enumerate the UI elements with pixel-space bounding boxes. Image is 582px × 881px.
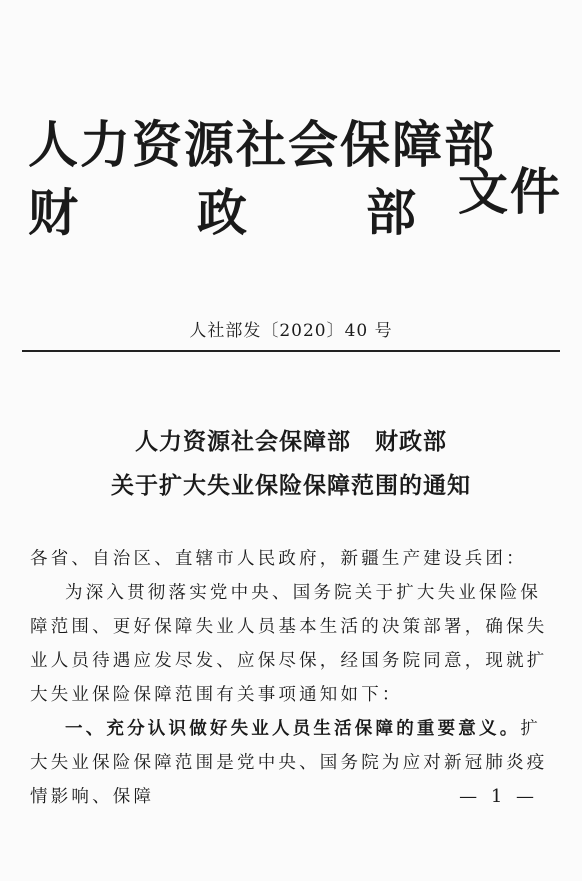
issuing-org-2-char: 财 xyxy=(28,183,80,242)
document-body xyxy=(30,542,552,814)
page-number: — 1 — xyxy=(459,786,538,807)
issuing-org-1: 人力资源社会保障部 xyxy=(28,115,496,174)
document-type-word: 文件 xyxy=(458,162,562,221)
document-header xyxy=(28,110,568,260)
addressee: 各省、自治区、直辖市人民政府，新疆生产建设兵团： xyxy=(30,549,527,569)
header-divider xyxy=(22,350,560,352)
document-title-line2: 关于扩大失业保险保障范围的通知 xyxy=(111,472,471,499)
paragraph-intro: 为深入贯彻落实党中央、国务院关于扩大失业保险保障范围、更好保障失业人员基本生活的决策部署，确保失业人员待遇应发尽发、应保尽保，经国务院同意，现就扩大失业保险保障范围有关事项通知如下： xyxy=(30,583,548,705)
issuing-org-2-char: 部 xyxy=(366,183,418,242)
section1-text: 扩大失业保险保障范围是党中央、国务院为应对新冠肺炎疫情影响、保障 xyxy=(30,719,548,807)
issuing-org-2 xyxy=(28,183,418,242)
issuing-org-2-char: 政 xyxy=(197,183,249,242)
section1-heading: 一、充分认识做好失业人员生活保障的重要意义。 xyxy=(65,719,521,739)
document-number: 人社部发〔2020〕40 号 xyxy=(189,321,393,341)
document-title-line1: 人力资源社会保障部 财政部 xyxy=(135,428,447,455)
